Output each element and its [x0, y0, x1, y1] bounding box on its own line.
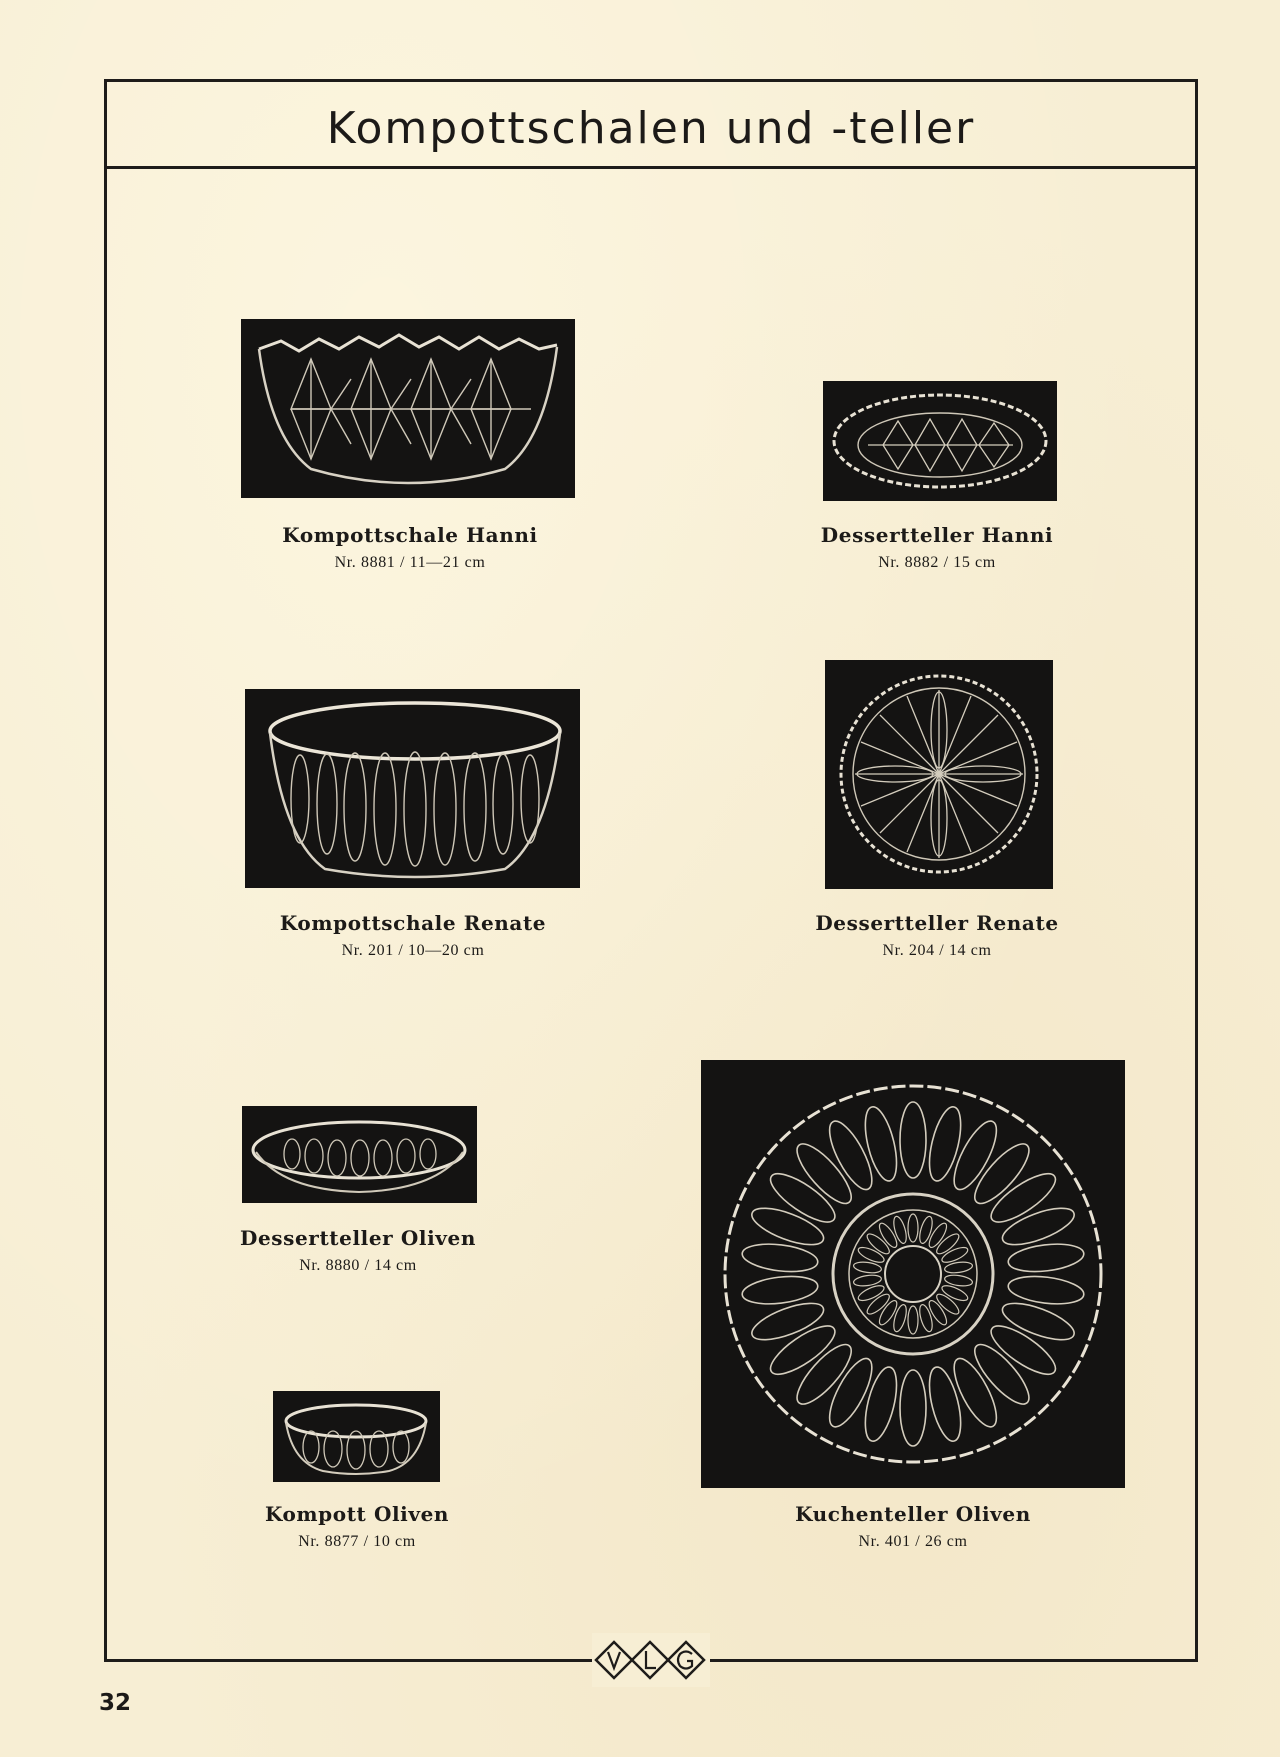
product-spec: Nr. 204 / 14 cm: [882, 942, 992, 959]
product-spec: Nr. 8881 / 11—21 cm: [334, 554, 486, 571]
product-name: Kuchenteller Oliven: [795, 1502, 1031, 1526]
product-spec: Nr. 8882 / 15 cm: [878, 554, 996, 571]
product-caption-kompottschale-renate: [233, 910, 593, 962]
product-photo-dessertteller-renate: [825, 660, 1053, 889]
product-photo-dessertteller-oliven: [242, 1106, 477, 1203]
frame-bottom-rule-left: [104, 1659, 598, 1662]
product-spec: Nr. 8880 / 14 cm: [299, 1257, 417, 1274]
product-name: Dessertteller Hanni: [820, 523, 1054, 547]
product-photo-kompottschale-hanni: [241, 319, 575, 498]
frame-bottom-rule-right: [707, 1659, 1198, 1662]
vlg-logo: [592, 1633, 710, 1687]
product-spec: Nr. 401 / 26 cm: [858, 1533, 968, 1550]
product-photo-dessertteller-hanni: [823, 381, 1057, 501]
page-number: 32: [99, 1690, 132, 1716]
product-name: Kompottschale Hanni: [282, 523, 538, 547]
product-spec: Nr. 8877 / 10 cm: [298, 1533, 416, 1550]
product-caption-dessertteller-hanni: [757, 522, 1117, 574]
product-caption-dessertteller-oliven: [178, 1225, 538, 1277]
product-caption-dessertteller-renate: [757, 910, 1117, 962]
product-photo-kompottschale-renate: [245, 689, 580, 888]
product-name: Dessertteller Renate: [815, 911, 1059, 935]
product-caption-kuchenteller-oliven: [733, 1501, 1093, 1553]
product-name: Kompott Oliven: [264, 1502, 450, 1526]
product-photo-kuchenteller-oliven: [701, 1060, 1125, 1488]
product-spec: Nr. 201 / 10—20 cm: [341, 942, 485, 959]
product-name: Kompottschale Renate: [279, 911, 547, 935]
page-title: Kompottschalen und -teller: [326, 102, 976, 154]
product-photo-kompott-oliven: [273, 1391, 440, 1482]
product-caption-kompott-oliven: [177, 1501, 537, 1553]
product-caption-kompottschale-hanni: [230, 522, 590, 574]
title-divider: [107, 166, 1195, 169]
product-name: Dessertteller Oliven: [240, 1226, 476, 1250]
